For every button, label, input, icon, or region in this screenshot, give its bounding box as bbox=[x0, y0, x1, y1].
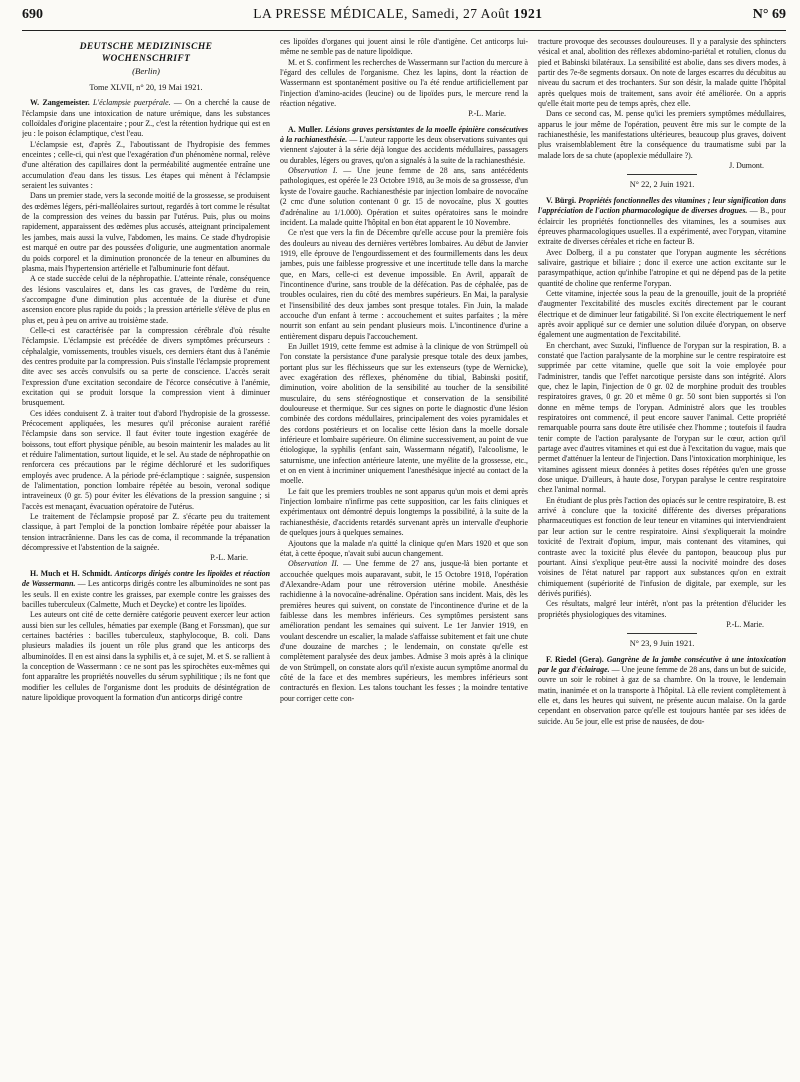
paragraph: Celle-ci est caractérisée par la compression cérébrale d'où résulte l'éclampsie. L'éclampsie est précédée de divers symptômes précurseurs : céphalalgie, vomissements, troubles visuels, ces derniers étant dus à l'anémie des centres produite par la compression. Puis s'installe l'éclampsie proprement dite avec ses accès convulsifs ou sa perte de conscience. L'accès serait l'expression d'une excitation secondaire de l'écorce consécutive à l'anémie, excitation qui se produit lorsque la compression vient à diminuer brusquement. bbox=[22, 325, 270, 408]
paragraph: Ce n'est que vers la fin de Décembre qu'elle accuse pour la première fois des douleurs au niveau des dernières vertèbres lombaires. Au début de Janvier 1919, elle éprouve de l'engourdissement et des fourmillements dans les deux jambes, puis une faiblesse progressive et une incertitude telle dans la marche que, en Mars, celle-ci est devenue impossible. En Avril, apparaît de l'incontinence d'urine, sans trouble de la défécation. Pas de céphalée, pas de troubles oculaires, rien du côté des membres supérieurs. En Mai, la paralysie et l'insensibilité des deux jambes sont presque totales. Fin Juin, la malade accouche d'un enfant à terme : accouchement et suites parfaites ; la mère nourrit son enfant au sein pendant plusieurs mois. L'incontinence d'urine a entièrement disparu depuis l'accouchement. bbox=[280, 228, 528, 341]
paragraph: M. et S. confirment les recherches de Wassermann sur l'action du mercure à l'égard des cellules de l'organisme. Chez les lapins, dont la réaction de Wassermann est spontanément positive ou l'a été rendue artificiellement par l'injection d'amino-acides (leucine) ou de lipoïdes purs, le mercure rend la réaction négative. bbox=[280, 57, 528, 109]
section-city: (Berlin) bbox=[132, 66, 160, 76]
paragraph: L'éclampsie est, d'après Z., l'aboutissant de l'hydropisie des femmes enceintes ; celle-ci, qui n'est que l'exagération d'un phénomène normal, relève d'une altération des capillaires dont la perméabilité augmentée entraîne une accumulation d'eau dans les tissus. Les étapes qui mènent à l'éclampsie seraient les suivantes : bbox=[22, 139, 270, 191]
paragraph: Les auteurs ont cité de cette dernière catégorie peuvent exercer leur action aussi bien sur les cellules, hématies par exemple (Bang et Forssman), que sur certaines bactéries : bacilles tuberculeux, staphylocoque, B. coli. Dans plusieurs maladies ils jouent un rôle plus grand que les anticorps des albuminoïdes. Il en est ainsi dans la syphilis et, à ce sujet, M. et S. se rallient à la conception de Wassermann : ce ne sont pas les spirochètes eux-mêmes qui font apparaître les propriétés nouvelles du sérum syphilitique ; ils ne font que modifier les cellules de l'organisme dont les produits de désintégration de nature lipoïdique provoquent la formation d'un anticorps dirigé contre bbox=[22, 610, 270, 702]
paragraph: En étudiant de plus près l'action des opiacés sur le centre respiratoire, B. est arrivé à conclure que la toxicité différente des diverses préparations pharmaceutiques est fonction de leur teneur en vitamines qui interviendraient par leur action sur le centre respiratoire. Ainsi s'expliquerait la moindre toxicité de l'extrait d'opium, impur, mais contenant des vitamines, qui contraste avec la toxicité plus élevée du pantopon, beaucoup plus pur pourtant. Ainsi s'explique peut-être aussi la nocivité moindre des doses voisines de l'état naturel par rapport aux substances qu'on en extrait chimiquement (supériorité de l'infusion de digitale, par exemple, sur les dérivés purifiés). bbox=[538, 495, 786, 598]
article-muller-lead bbox=[280, 125, 528, 166]
paragraph: — L'auteur rapporte les deux observations suivantes qui viennent s'ajouter à la série déjà longue des accidents médullaires, passagers ou durables, légers ou graves, qu'on a signalés à la suite de la rachianesthésie. bbox=[280, 135, 528, 165]
article-author: H. Much et H. Schmidt. bbox=[30, 568, 113, 578]
paragraph: En Juillet 1919, cette femme est admise à la clinique de von Strümpell où l'on constate la persistance d'une paralysie presque totale des deux jambes, portant plus sur les fléchisseurs que sur les extenseurs (type de Wernicke), avec exagération des réflexes, phénomène du tibial, Babinski positif, diminution, voire abolition de la sensibilité au toucher de la sensibilité musculaire, du sens stéréognostique et conservation de la sensibilité douloureuse et thermique. Sur ces signes on porte le diagnostic d'une lésion combinée des cordons médullaires, principalement des voies pyramidales et des cordons postérieurs et on localise cette lésion dans la moelle dorsale inférieure et lombaire supérieure. On élimine successivement, au point de vue étiologique, la syphilis (enfant sain, Wassermann négatif), l'alcoolisme, le saturnisme, une infection antérieure latente, une myélite de la grossesse, etc., et on en vient à incriminer uniquement l'anesthésique injecté au contact de la moelle. bbox=[280, 341, 528, 486]
article-author: V. Bürgi. bbox=[546, 195, 577, 205]
paragraph: En cherchant, avec Suzuki, l'influence de l'orypan sur la respiration, B. a constaté que l'action paralysante de la morphine sur le centre respiratoire est supprimée par cette vitamine, quelle que soit la voie employée pour l'administrer, tandis que l'effet narcotique persiste dans son intégrité. Alors que, chez le lapin, l'injection de 0 gr. 02 de morphine produit des troubles respiratoires graves, 0 gr. 20 et même 0 gr. 50 sont bien supportés si l'on donne en même temps de l'orypan. Administré alors que les troubles respiratoires ont commencé, il peut encore sauver l'animal. Cette propriété remarquable pourra sans doute être utilisée chez l'homme ; toutefois il faudra tenir compte de l'action paralysante de l'orypan sur le cœur, action qu'il partage avec d'autres vitamines et qui est due à l'excitation du vague, mais que permet d'atténuer la lenteur de l'injection. Dans l'intoxication morphinique, les vitamines agissent mieux données à petites doses répétées qu'en une grosse dose unique. D'ailleurs, à haute dose, l'orypan paralyse le centre respiratoire chez l'animal normal. bbox=[538, 340, 786, 495]
section-heading bbox=[22, 41, 270, 77]
article-title: Gangrène de la jambe consécutive à une intoxication par le gaz d'éclairage. bbox=[538, 654, 786, 674]
paragraph: — Une jeune femme de 28 ans, dans un but de suicide, ouvre un soir le robinet à gaz de sa chambre. On la trouve, le lendemain matin, inanimée et on la transporte à l'hôpital. Là elle revient complètement à elle et, dans les heures qui suivent, ne présente aucun malaise. On la garde cependant en observation parce qu'elle est toujours hantée par ses idées de suicide. Au 5e jour, elle est prise de nausées, de dou- bbox=[538, 664, 786, 726]
paragraph: — Les anticorps dirigés contre les albuminoïdes ne sont pas les seuls. Il en existe contre les graisses, par exemple contre les graisses des bacilles tuberculeux (Calmette, Much et Deycke) et contre les lipoïdes. bbox=[22, 579, 270, 609]
article-burgi-lead bbox=[538, 196, 786, 248]
journal-year: 1921 bbox=[513, 6, 543, 21]
divider bbox=[627, 633, 697, 634]
section-title-line2: WOCHENSCHRIFT bbox=[101, 54, 191, 64]
article-title: Propriétés fonctionnelles des vitamines ; leur signification dans l'appréciation de l'action pharmacologique de diverses drogues. bbox=[538, 195, 786, 216]
issue-line: Tome XLVII, n° 20, 19 Mai 1921. bbox=[89, 83, 203, 92]
signature: P.-L. Marie. bbox=[468, 109, 506, 119]
journal-title: LA PRESSE MÉDICALE bbox=[253, 6, 405, 21]
paragraph: — B., pour éclaircir les propriétés fonctionnelles des vitamines, les a soumises aux épreuves pharmacologiques usuelles. Il a expérimenté, avec l'orypan, vitamine extraite de diverses céréales et riche en facteur B. bbox=[538, 206, 786, 247]
article-author: A. Muller. bbox=[288, 124, 323, 134]
issue-line: N° 23, 9 Juin 1921. bbox=[629, 639, 695, 649]
paragraph: ces lipoïdes d'organes qui jouent ainsi le rôle d'antigène. Cet anticorps lui-même ne semble pas de nature lipoïdique. bbox=[280, 37, 528, 57]
paragraph: Ces résultats, malgré leur intérêt, n'ont pas la prétention d'élucider les propriétés physiologiques des vitamines. bbox=[538, 599, 786, 619]
column-3 bbox=[538, 37, 786, 1079]
paragraph: — Une jeune femme de 28 ans, sans antécédents pathologiques, est opérée le 23 Octobre 1918, au 3e mois de sa grossesse, d'un kyste de l'ovaire gauche. Rachianesthésie par injection lombaire de novocaïne (2 cmc d'une solution contenant 0 gr. 15 de novocaïne, plus X gouttes d'adrénaline au 1/1.000). Opération et suites opératoires sans le moindre incident. La malade quitte l'hôpital en bon état apparent le 10 Novembre. bbox=[280, 166, 528, 227]
signature: J. Dumont. bbox=[729, 161, 764, 171]
text-columns bbox=[22, 37, 786, 1079]
article-riedel-lead bbox=[538, 655, 786, 727]
observation-label: Observation II. bbox=[288, 559, 339, 569]
paragraph: Ces idées conduisent Z. à traiter tout d'abord l'hydropisie de la grossesse. Précocement appliquées, les mesures qu'il préconise auraient raréfié l'éclampsie dans son service. Il faut éviter toute ingestion exagérée de boissons, tout effort physique pénible, au besoin maintenir les malades au lit et réduire l'alimentation, surtout liquide, et le sel. Au stade de néphropathie on renforcera ces précautions par le régime déchloruré et les sudorifiques employés avec prudence. A la période pré-éclamptique : saignée, suspension de l'alimentation, ponction lombaire répétée au besoin, veronal sodique intraveineux (0 gr. 5) pour éviter les élévations de la pression sanguine ; si l'accès est menaçant, évacuation opératoire de l'utérus. bbox=[22, 408, 270, 511]
column-2 bbox=[280, 37, 528, 1079]
running-head bbox=[22, 6, 786, 31]
article-author: F. Riedel (Gera). bbox=[546, 654, 604, 664]
column-1 bbox=[22, 37, 270, 1079]
paragraph: Cette vitamine, injectée sous la peau de la grenouille, jouit de la propriété d'augmenter l'excitabilité des muscles excités directement par le courant électrique et de diminuer leur fatigabilité. Si l'on excite électriquement le nerf après avoir appliqué sur ce dernier une solution diluée d'orypan, on observe également une augmentation de l'excitabilité. bbox=[538, 288, 786, 340]
signature: P.-L. Marie. bbox=[726, 619, 764, 629]
paragraph: — On a cherché la cause de l'éclampsie dans une intoxication de nature urémique, dans les substances colloïdales d'origine placentaire ; pour Z., c'est la rétention hydrique qui est en jeu : le poison éclamptique, c'est l'eau. bbox=[22, 98, 270, 139]
paragraph: tracture provoque des secousses douloureuses. Il y a paralysie des sphincters vésical et anal, abolition des réflexes abdomino-pariétal et rotulien, clonus du pied et Babinski bilatéraux. La sensibilité est abolie, dans ses divers modes, à partir des 7e-8e segments dorsaux. On note de larges escarres du décubitus au niveau du sacrum et des trochanters. Sur son désir, la malade quitte l'hôpital après quelques mois de traitement, sans avoir été améliorée. On a appris qu'elle était morte peu de temps après, chez elle. bbox=[538, 37, 786, 109]
observation-label: Observation I. bbox=[288, 166, 338, 176]
section-title: DEUTSCHE MEDIZINISCHE bbox=[79, 42, 213, 52]
article-author: W. Zangemeister. bbox=[30, 98, 90, 108]
page-number: 690 bbox=[22, 7, 43, 22]
issue-number: N° 69 bbox=[752, 7, 786, 22]
paragraph: Dans un premier stade, vers la seconde moitié de la grossesse, se produisent des œdèmes légers, péri-malléolaires surtout, regardés à tort comme le résultat de la compression des veines du bassin par l'utérus. Puis, plus ou moins rapidement, apparaissent des œdèmes plus accusés, atteignant principalement les jambes, mais aussi la vulve, l'abdomen, les mains. Ce stade d'hydropisie est marqué en outre par des poussées d'oligurie, une augmentation anormale du poids corporel et la diminution prononcée de la teneur en albumines du plasma, mais l'hypertension artérielle et l'albuminurie font défaut. bbox=[22, 191, 270, 273]
article-title: Lésions graves persistantes de la moelle épinière consécutives à la rachianesthésie. bbox=[280, 124, 528, 145]
journal-date: , Samedi, 27 Août bbox=[404, 6, 514, 21]
observation-1 bbox=[280, 166, 528, 228]
issue-line: N° 22, 2 Juin 1921. bbox=[629, 180, 695, 190]
divider bbox=[627, 174, 697, 175]
paragraph: Ajoutons que la malade n'a quitté la clinique qu'en Mars 1920 et que son état, à cette époque, n'avait subi aucun changement. bbox=[280, 538, 528, 558]
signature: P.-L. Marie. bbox=[210, 553, 248, 563]
paragraph: Avec Dolberg, il a pu constater que l'orypan augmente les sécrétions salivaire, gastrique et biliaire ; donc il exerce une action excitante sur le parasympathique, action qu'inhibe l'atropine et qui ne dépend pas de la petite quantité de choline que renferme l'orypan. bbox=[538, 247, 786, 288]
article-title: L'éclampsie puerpérale. bbox=[93, 98, 171, 108]
article-zangemeister-lead bbox=[22, 98, 270, 139]
observation-2 bbox=[280, 559, 528, 704]
paragraph: Le traitement de l'éclampsie proposé par Z. s'écarte peu du traitement classique, à part l'emploi de la ponction lombaire répétée pour abaisser la tension intracrânienne. Dans les cas de coma, il recommande la trépanation décompressive et l'abstention de la saignée. bbox=[22, 512, 270, 553]
article-title: Anticorps dirigés contre les lipoïdes et réaction de Wassermann. bbox=[22, 568, 270, 589]
journal-line bbox=[253, 6, 542, 22]
article-much-schmidt-lead bbox=[22, 569, 270, 610]
paragraph: Le fait que les premiers troubles ne sont apparus qu'un mois et demi après l'injection lombaire n'infirme pas cette supposition, car les faits cliniques et expérimentaux ont démontré depuis longtemps la possibilité, à la suite de la rachianesthésie, d'accidents retardés survenant après un intervalle d'euphorie de quelques jours à quelques semaines. bbox=[280, 486, 528, 538]
paragraph: A ce stade succède celui de la néphropathie. L'atteinte rénale, conséquence des lésions vasculaires et, dans les cas graves, de l'œdème du rein, s'accompagne d'une diminution plus accentuée de la diurèse et d'une ascension encore plus rapide du poids ; la pression artérielle s'élève de plus en plus et, peu à peu on arrive au troisième stade. bbox=[22, 274, 270, 325]
paragraph: — Une femme de 27 ans, jusque-là bien portante et accouchée quelques mois auparavant, subit, le 15 Octobre 1918, l'opération d'Alexandre-Adam pour une rétroversion utérine mobile. Anesthésie rachidienne à la novocaïne-adrénaline. Opération sans incident. Mais, dès les premières heures qui suivent, on constate de l'incontinence d'urine et de la faiblesse dans les membres inférieurs. Ces symptômes persistent sans amélioration pendant les semaines qui suivent. Le 1er Janvier 1919, en voulant descendre un escalier, la malade s'affaisse subitement et fait une chute d'une douzaine de marches ; le lendemain, on constate qu'elle est complètement paralysée des deux jambes. Admise 3 mois après à la clinique de von Strümpell, on constate alors qu'il n'existe aucun symptôme anormal du côté de la face et des membres supérieurs, les membres inférieurs sont contracturés en flexion. Les talons touchant les fesses ; la moindre tentative pour corriger cette con- bbox=[280, 559, 528, 703]
paragraph: Dans ce second cas, M. pense qu'ici les premiers symptômes médullaires, apparus le jour même de l'opération, peuvent être mis sur le compte de la rachianesthésie, les manifestations ultérieures, beaucoup plus graves, doivent plus vraisemblablement être la conséquence du traumatisme subi par la malade lors de sa chute (apoplexie médullaire ?). bbox=[538, 109, 786, 160]
